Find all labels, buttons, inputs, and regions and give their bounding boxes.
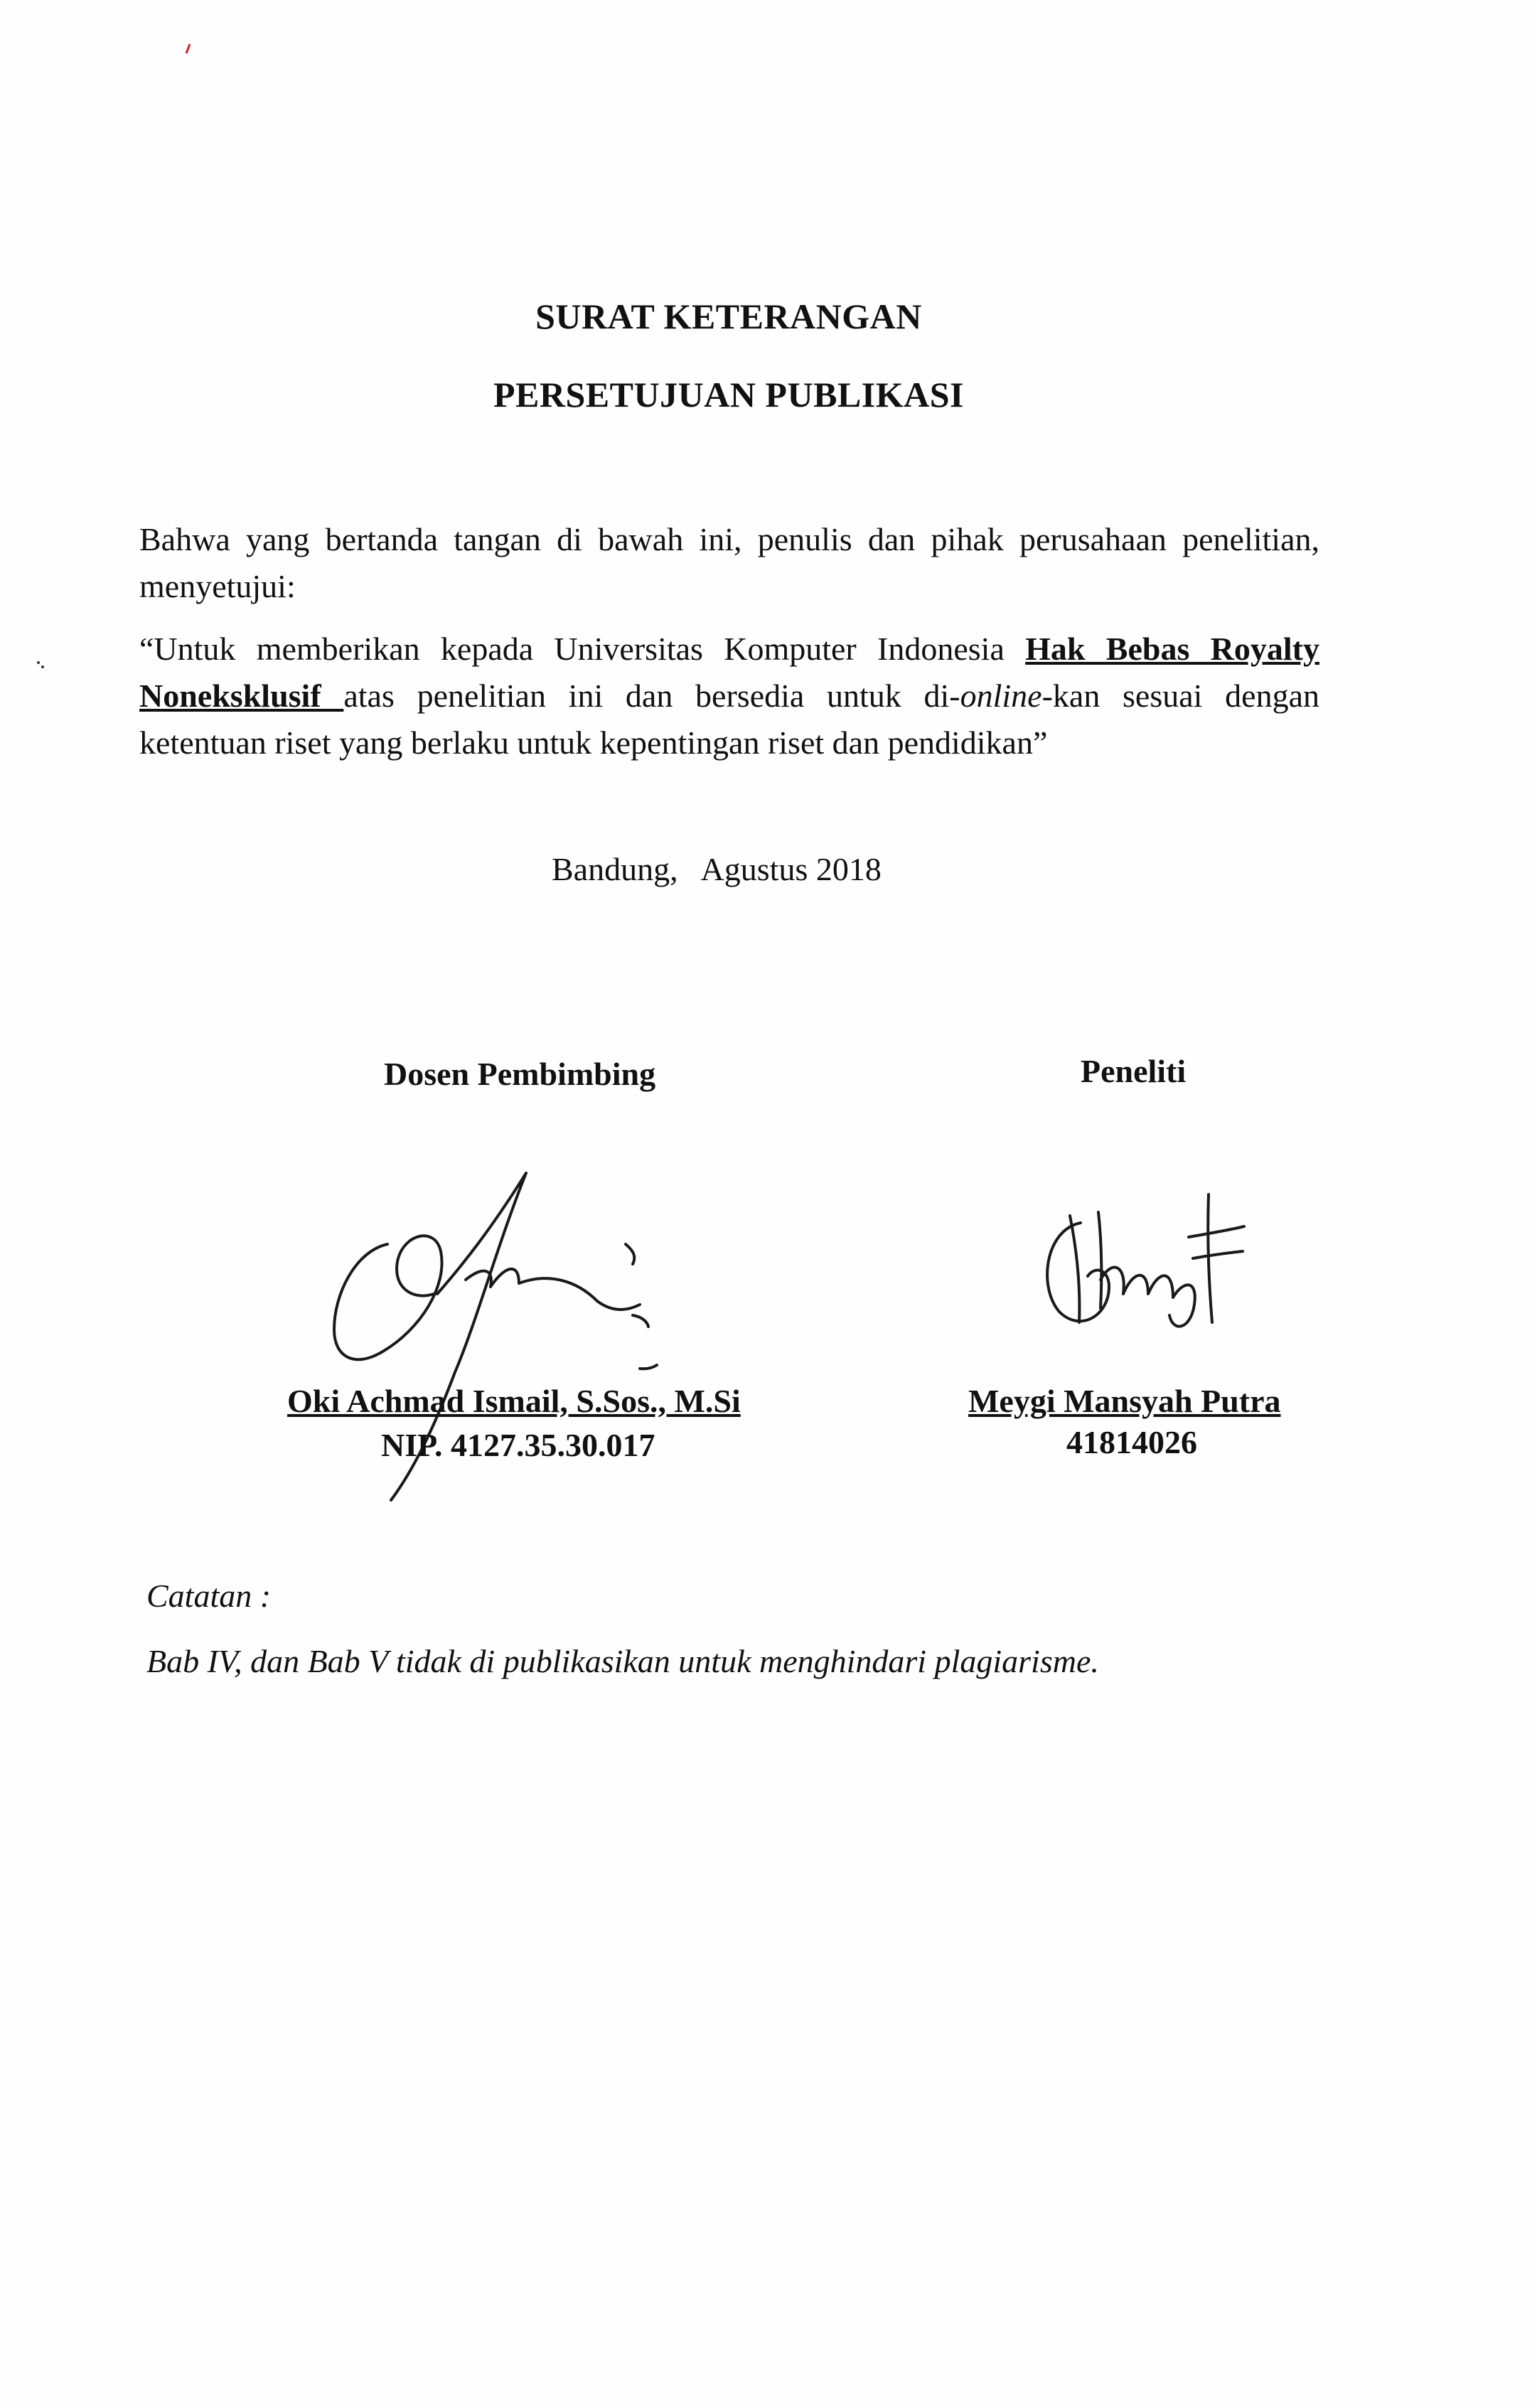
researcher-role: Peneliti [1081,1053,1187,1089]
scan-speck-dot [36,660,45,670]
supervisor-name: Oki Achmad Ismail, S.Sos., M.Si [287,1383,741,1419]
note-label: Catatan : [146,1578,272,1614]
scan-speck-red [183,43,192,55]
agreement-text-part-2: atas penelitian ini dan bersedia untuk di- [343,678,960,714]
place-date: Bandung, Agustus 2018 [552,851,882,887]
researcher-name: Meygi Mansyah Putra [968,1383,1281,1419]
document-title: SURAT KETERANGAN [535,296,922,336]
online-term: online [960,678,1042,714]
royalty-free-term: Hak Bebas Royalty Noneksklusif [139,631,1319,714]
agreement-text-part-1: “Untuk memberikan kepada Universitas Komputer Indonesia [139,631,1026,667]
document-subtitle: PERSETUJUAN PUBLIKASI [493,375,964,414]
researcher-signature [1031,1187,1265,1344]
note-text: Bab IV, dan Bab V tidak di publikasikan untuk menghindari plagiarisme. [146,1643,1099,1679]
supervisor-role: Dosen Pembimbing [384,1056,656,1092]
intro-paragraph: Bahwa yang bertanda tangan di bawah ini, penulis dan pihak perusahaan penelitian, menyetujui: [139,521,1319,604]
agreement-paragraph [139,626,1319,766]
supervisor-nip: NIP. 4127.35.30.017 [381,1427,655,1463]
agreement-text-part-3: -kan sesuai dengan ketentuan riset yang berlaku untuk kepentingan riset dan pendidikan” [139,678,1319,761]
researcher-student-id: 41814026 [1066,1424,1197,1460]
